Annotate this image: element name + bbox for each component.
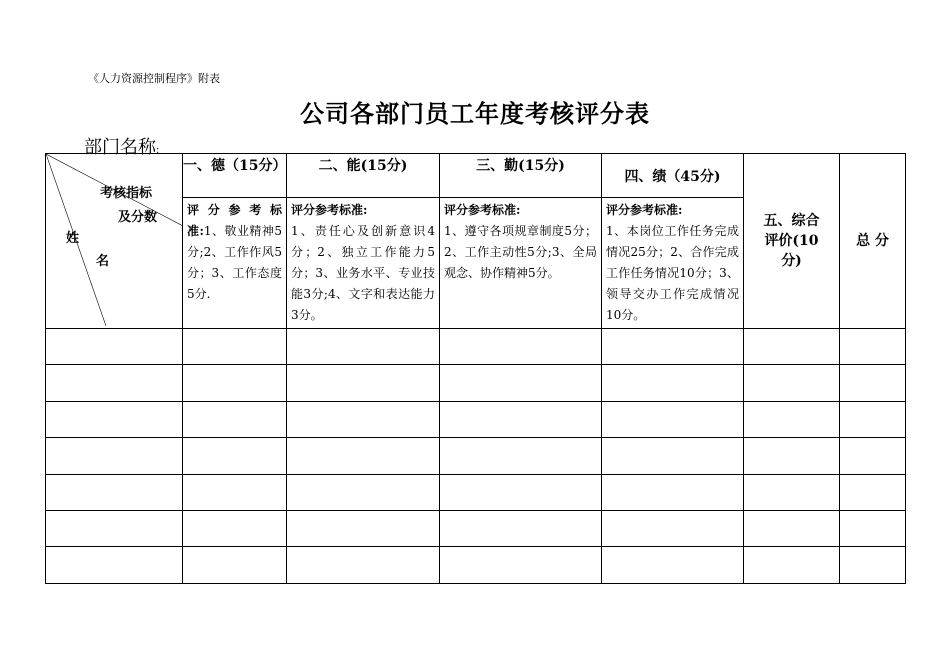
zonghe-score-cell[interactable] bbox=[744, 474, 840, 510]
ji-score-cell[interactable] bbox=[602, 401, 744, 437]
total-score-cell[interactable] bbox=[840, 438, 906, 474]
name-cell[interactable] bbox=[46, 510, 183, 546]
total-score-cell[interactable] bbox=[840, 329, 906, 365]
criteria-neng: 评分参考标准: 1、责任心及创新意识4分；2、独立工作能力5分；3、业务水平、专业技能3分;4、文字和表达能力3分。 bbox=[287, 198, 440, 329]
category-total: 总 分 bbox=[840, 154, 906, 329]
qin-score-cell[interactable] bbox=[440, 474, 602, 510]
neng-score-cell[interactable] bbox=[287, 474, 440, 510]
total-score-cell[interactable] bbox=[840, 547, 906, 583]
corner-label-scores: 及分数 bbox=[118, 210, 158, 225]
total-score-cell[interactable] bbox=[840, 510, 906, 546]
total-score-cell[interactable] bbox=[840, 474, 906, 510]
qin-score-cell[interactable] bbox=[440, 510, 602, 546]
criteria-de: 评 分 参 考 标 准:1、敬业精神5分;2、工作作风5分；3、工作态度5分. bbox=[183, 198, 287, 329]
neng-score-cell[interactable] bbox=[287, 510, 440, 546]
category-qin: 三、勤(15分) bbox=[440, 154, 602, 198]
zonghe-score-cell[interactable] bbox=[744, 547, 840, 583]
ji-score-cell[interactable] bbox=[602, 510, 744, 546]
criteria-ji: 评分参考标准: 1、本岗位工作任务完成情况25分；2、合作完成工作任务情况10分；3、领导交办工作完成情况10分。 bbox=[602, 198, 744, 329]
total-score-cell[interactable] bbox=[840, 401, 906, 437]
zonghe-score-cell[interactable] bbox=[744, 329, 840, 365]
table-row bbox=[46, 329, 906, 365]
ji-score-cell[interactable] bbox=[602, 438, 744, 474]
table-row bbox=[46, 510, 906, 546]
attachment-note: 《人力资源控制程序》附表 bbox=[88, 72, 220, 85]
category-ji: 四、绩（45分) bbox=[602, 154, 744, 198]
table-row bbox=[46, 474, 906, 510]
qin-score-cell[interactable] bbox=[440, 547, 602, 583]
table-row bbox=[46, 401, 906, 437]
neng-score-cell[interactable] bbox=[287, 547, 440, 583]
de-score-cell[interactable] bbox=[183, 329, 287, 365]
name-cell[interactable] bbox=[46, 329, 183, 365]
table-row bbox=[46, 547, 906, 583]
qin-score-cell[interactable] bbox=[440, 365, 602, 401]
zonghe-score-cell[interactable] bbox=[744, 365, 840, 401]
de-score-cell[interactable] bbox=[183, 474, 287, 510]
ji-score-cell[interactable] bbox=[602, 547, 744, 583]
name-cell[interactable] bbox=[46, 474, 183, 510]
category-zonghe: 五、综合评价(10分) bbox=[744, 154, 840, 329]
qin-score-cell[interactable] bbox=[440, 401, 602, 437]
neng-score-cell[interactable] bbox=[287, 365, 440, 401]
ji-score-cell[interactable] bbox=[602, 329, 744, 365]
de-score-cell[interactable] bbox=[183, 365, 287, 401]
neng-score-cell[interactable] bbox=[287, 438, 440, 474]
ji-score-cell[interactable] bbox=[602, 474, 744, 510]
corner-header-cell bbox=[46, 154, 183, 329]
neng-score-cell[interactable] bbox=[287, 401, 440, 437]
de-score-cell[interactable] bbox=[183, 401, 287, 437]
score-rows bbox=[46, 329, 906, 584]
ji-score-cell[interactable] bbox=[602, 365, 744, 401]
name-cell[interactable] bbox=[46, 401, 183, 437]
zonghe-score-cell[interactable] bbox=[744, 438, 840, 474]
name-cell[interactable] bbox=[46, 438, 183, 474]
neng-score-cell[interactable] bbox=[287, 329, 440, 365]
zonghe-score-cell[interactable] bbox=[744, 401, 840, 437]
de-score-cell[interactable] bbox=[183, 547, 287, 583]
name-cell[interactable] bbox=[46, 365, 183, 401]
de-score-cell[interactable] bbox=[183, 438, 287, 474]
page-title: 公司各部门员工年度考核评分表 bbox=[300, 99, 650, 128]
category-neng: 二、能(15分) bbox=[287, 154, 440, 198]
name-cell[interactable] bbox=[46, 547, 183, 583]
category-de: 一、德（15分） bbox=[183, 154, 287, 198]
corner-label-name-1: 姓 bbox=[66, 231, 80, 246]
table-row bbox=[46, 438, 906, 474]
evaluation-table bbox=[45, 153, 906, 584]
table-row bbox=[46, 365, 906, 401]
zonghe-score-cell[interactable] bbox=[744, 510, 840, 546]
corner-label-indicators: 考核指标 bbox=[100, 186, 153, 201]
criteria-qin: 评分参考标准: 1、遵守各项规章制度5分；2、工作主动性5分;3、全局观念、协作精神5分。 bbox=[440, 198, 602, 329]
total-score-cell[interactable] bbox=[840, 365, 906, 401]
department-label: 部门名称: bbox=[84, 137, 160, 158]
de-score-cell[interactable] bbox=[183, 510, 287, 546]
qin-score-cell[interactable] bbox=[440, 438, 602, 474]
qin-score-cell[interactable] bbox=[440, 329, 602, 365]
corner-label-name-2: 名 bbox=[96, 254, 110, 269]
